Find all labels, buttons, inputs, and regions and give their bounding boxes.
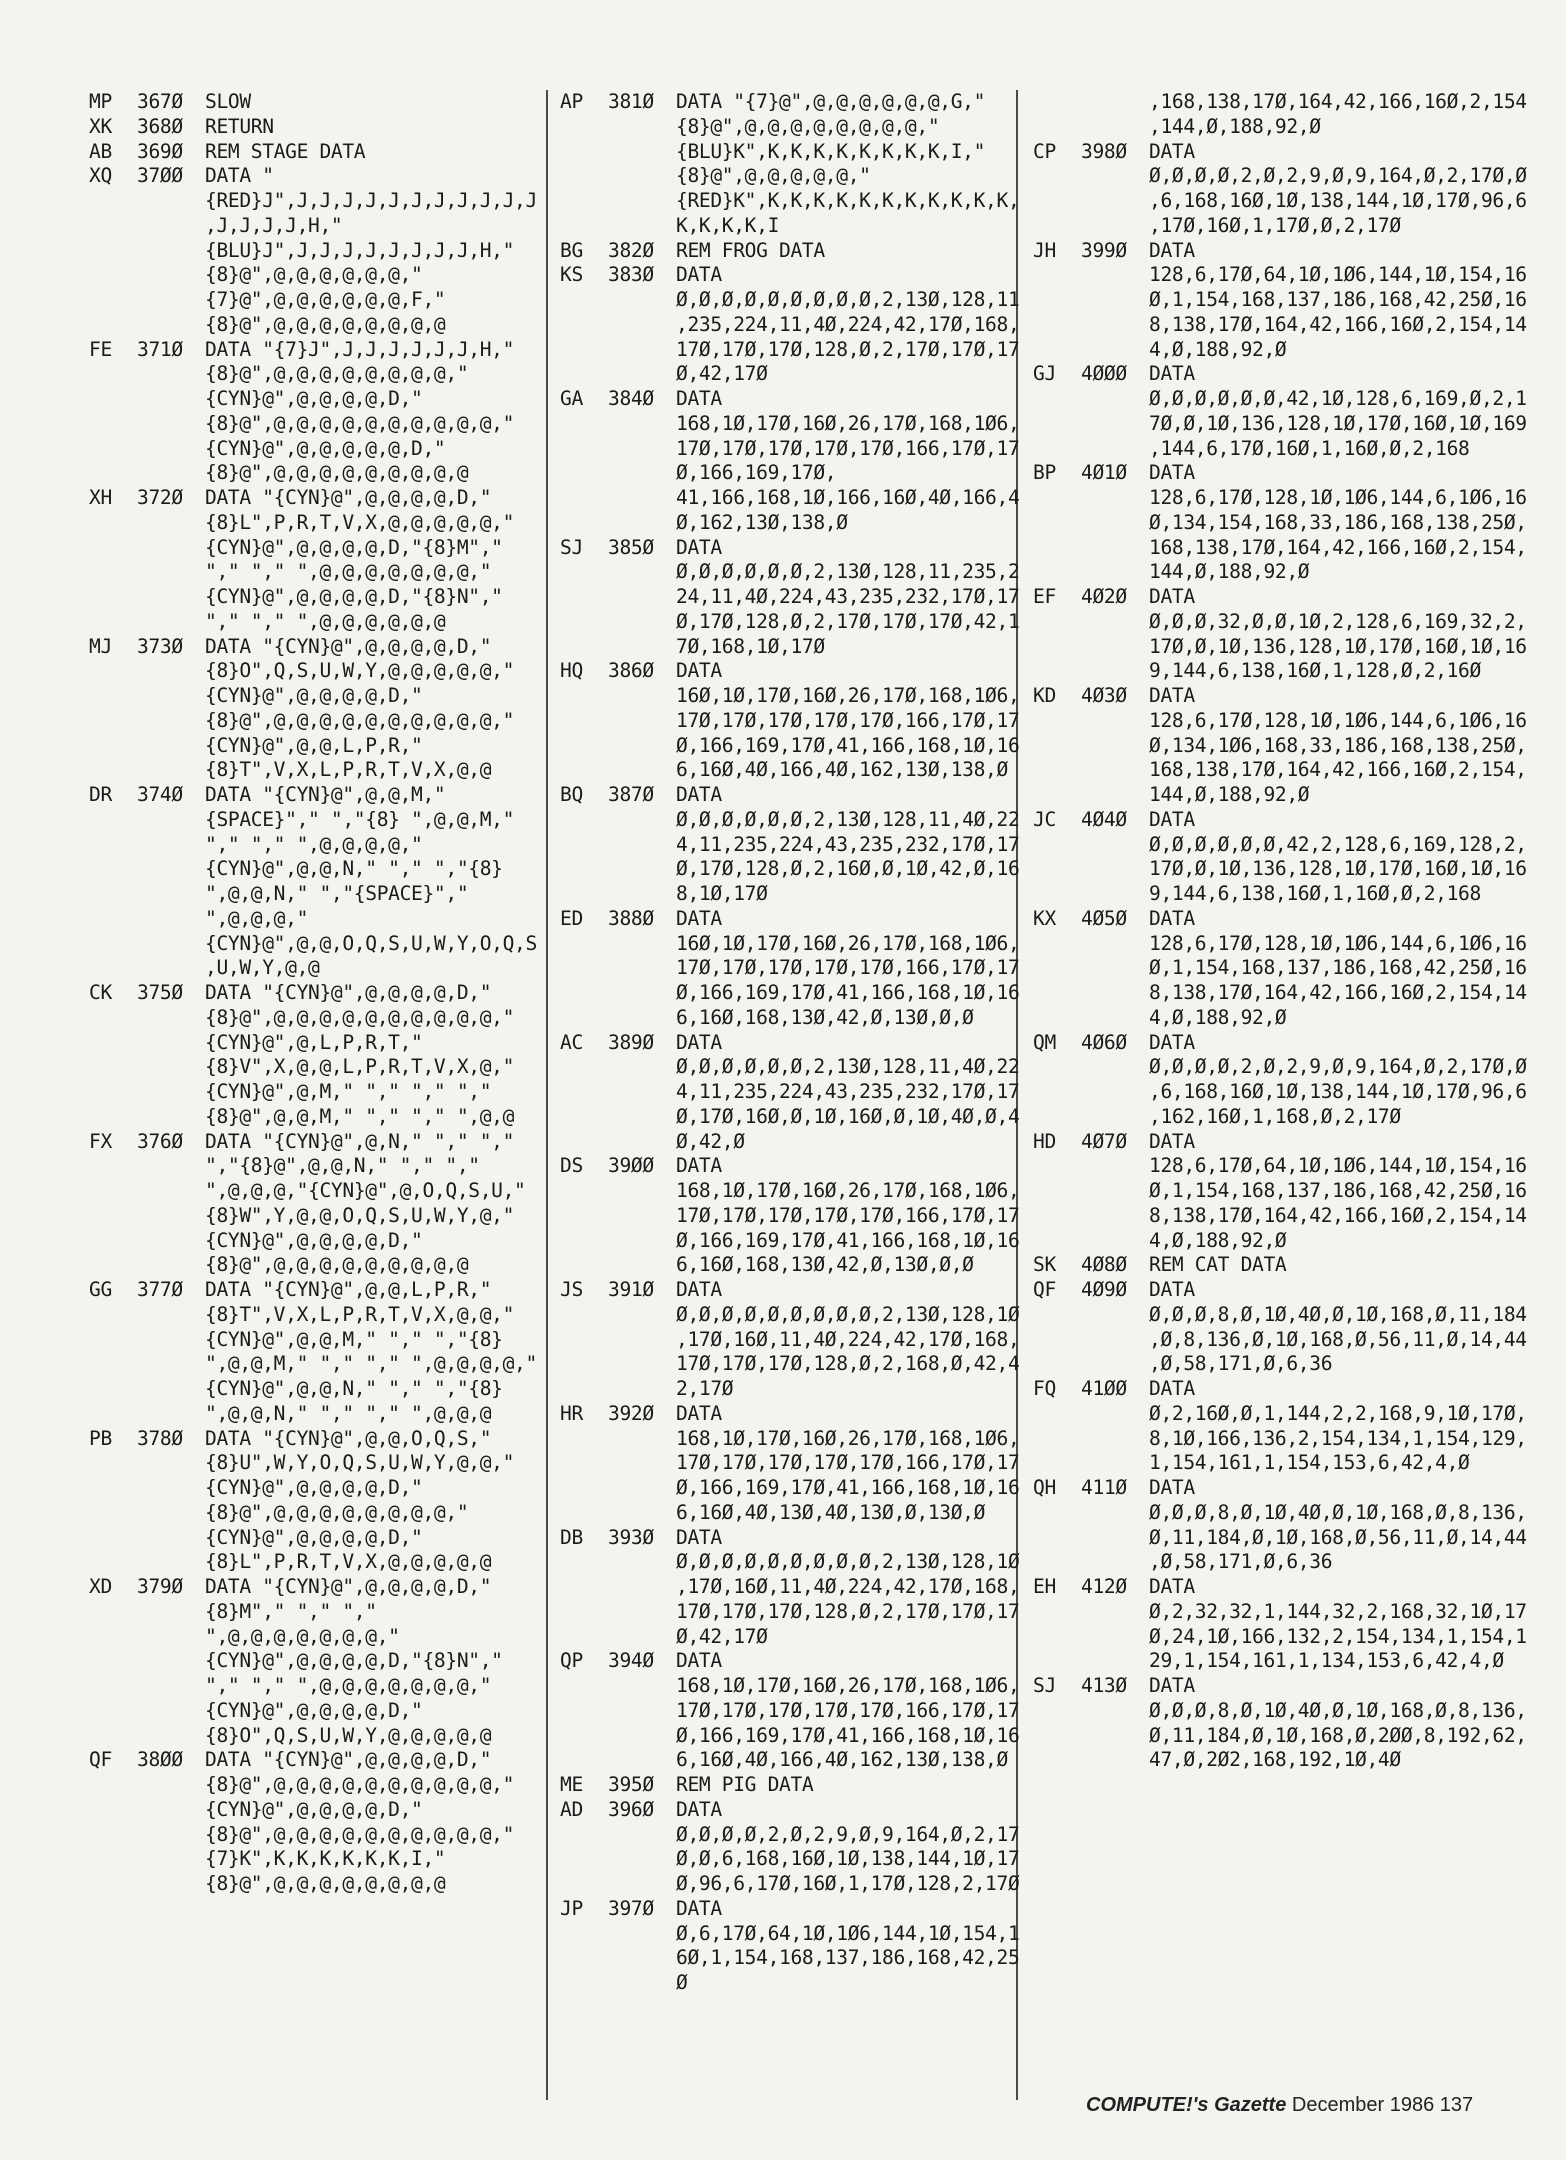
checksum: XQ (89, 164, 112, 188)
checksum: ED (560, 906, 583, 930)
checksum: HR (560, 1401, 583, 1425)
listing-line (560, 1278, 1020, 1402)
line-number: 372Ø (137, 486, 183, 509)
issue-date: December 1986 (1291, 2094, 1435, 2116)
statement: DATA Ø,Ø,Ø,8,Ø,1Ø,4Ø,Ø,1Ø,168,Ø,11,184,Ø,8,136,Ø,1Ø,168,Ø,56,11,Ø,14,44,Ø,58,171,Ø,6,36 (1149, 1278, 1527, 1376)
checksum: FQ (1033, 1377, 1056, 1400)
line-number: 369Ø (137, 139, 183, 163)
statement: DATA Ø,Ø,Ø,Ø,2,Ø,2,9,Ø,9,164,Ø,2,17Ø,Ø,6,168,16Ø,1Ø,138,144,1Ø,17Ø,96,6,162,16Ø,1,168,Ø,2,17Ø (1149, 1030, 1527, 1128)
statement: DATA Ø,2,16Ø,Ø,1,144,2,2,168,9,1Ø,17Ø,8,1Ø,166,136,2,154,134,1,154,129,1,154,161,1,154,153,6,42,4,Ø (1149, 1377, 1527, 1475)
line-number: 368Ø (137, 114, 183, 138)
listing-line (560, 536, 1020, 660)
checksum: BQ (560, 783, 583, 806)
checksum: PB (89, 1426, 112, 1450)
checksum: EH (1033, 1575, 1056, 1598)
listing-line (560, 1154, 1020, 1278)
checksum: HD (1033, 1129, 1056, 1153)
line-number: 391Ø (608, 1278, 654, 1301)
statement: DATA "{CYN}@",@,@,L,P,R,"{8}T",V,X,L,P,R,T,V,X,@,@,"{CYN}@",@,@,M," "," ","{8} ",@,@,M," "," "," ",@,@,@,@,"{CYN}@",@,@,N," "," ","{8} ",@,@,N," "," "," ",@,@,@ (205, 1278, 537, 1425)
statement: DATA "{CYN}@",@,@,@,@,D,"{8}M"," "," "," ",@,@,@,@,@,@,@,"{CYN}@",@,@,@,@,D,"{8}N"," "," "," ",@,@,@,@,@,@,@,"{CYN}@",@,@,@,@,D,"{8}O",Q,S,U,W,Y,@,@,@,@,@ (205, 1575, 515, 1747)
statement: REM FROG DATA (676, 238, 825, 262)
listing-line (89, 1130, 539, 1279)
listing-line (1033, 684, 1533, 808)
checksum: FE (89, 337, 112, 361)
statement: REM STAGE DATA (205, 139, 366, 163)
listing-line (1033, 1130, 1533, 1254)
statement: DATA Ø,Ø,Ø,8,Ø,1Ø,4Ø,Ø,1Ø,168,Ø,8,136,Ø,11,184,Ø,1Ø,168,Ø,56,11,Ø,14,44,Ø,58,171,Ø,6,36 (1149, 1476, 1527, 1574)
listing-line (560, 1031, 1020, 1155)
statement: DATA Ø,Ø,Ø,Ø,Ø,Ø,2,13Ø,128,11,235,224,11,4Ø,224,43,235,232,17Ø,17Ø,17Ø,128,Ø,2,17Ø,17Ø,17Ø,42,17Ø,168,1Ø,17Ø (676, 535, 1020, 658)
checksum: KD (1033, 684, 1056, 707)
listing-line (1033, 90, 1533, 140)
statement: DATA 168,1Ø,17Ø,16Ø,26,17Ø,168,1Ø6,17Ø,17Ø,17Ø,17Ø,17Ø,166,17Ø,17Ø,166,169,17Ø, 41,166,168,1Ø,166,16Ø,4Ø,166,4Ø,162,13Ø,138,Ø (676, 387, 1020, 534)
checksum: JC (1033, 807, 1056, 831)
listing-line (89, 783, 539, 981)
line-number: 386Ø (608, 659, 654, 683)
statement: RETURN (205, 114, 274, 138)
checksum: DB (560, 1525, 583, 1549)
checksum: DR (89, 783, 112, 806)
listing-line (1033, 1377, 1533, 1476)
line-number: 4Ø6Ø (1081, 1030, 1127, 1054)
checksum: FX (89, 1129, 112, 1153)
line-number: 376Ø (137, 1129, 183, 1153)
statement: REM PIG DATA (676, 1773, 814, 1796)
line-number: 4Ø4Ø (1081, 807, 1127, 831)
listing-line (1033, 140, 1533, 239)
checksum: SK (1033, 1253, 1056, 1277)
listing-line (89, 486, 539, 635)
statement: DATA 16Ø,1Ø,17Ø,16Ø,26,17Ø,168,1Ø6,17Ø,17Ø,17Ø,17Ø,17Ø,166,17Ø,17Ø,166,169,17Ø,41,166,168,1Ø,166,16Ø,4Ø,166,4Ø,162,13Ø,138,Ø (676, 659, 1020, 782)
checksum: BG (560, 238, 583, 262)
line-number: 4Ø7Ø (1081, 1129, 1127, 1153)
line-number: 388Ø (608, 906, 654, 930)
statement: DATA Ø,Ø,Ø,Ø,2,Ø,2,9,Ø,9,164,Ø,2,17Ø,Ø,6,168,16Ø,1Ø,138,144,1Ø,17Ø,96,6,17Ø,16Ø,1,17Ø,Ø,2,17Ø (1149, 139, 1527, 237)
checksum: BP (1033, 461, 1056, 485)
line-number: 389Ø (608, 1030, 654, 1054)
listing-line (89, 1427, 539, 1576)
statement: DATA 128,6,17Ø,64,1Ø,1Ø6,144,1Ø,154,16Ø,1,154,168,137,186,168,42,25Ø,168,138,17Ø,164,42,166,16Ø,2,154,144,Ø,188,92,Ø (1149, 238, 1527, 361)
line-number: 396Ø (608, 1797, 654, 1821)
line-number: 38ØØ (137, 1748, 183, 1772)
line-number: 4Ø3Ø (1081, 684, 1127, 707)
listing-line (560, 907, 1020, 1031)
line-number: 379Ø (137, 1575, 183, 1598)
line-number: 37ØØ (137, 164, 183, 188)
statement: DATA Ø,Ø,Ø,Ø,Ø,Ø,42,1Ø,128,6,169,Ø,2,17Ø,Ø,1Ø,136,128,1Ø,17Ø,16Ø,1Ø,169,144,6,17Ø,16Ø,1,16Ø,Ø,2,168 (1149, 362, 1527, 460)
statement: DATA 128,6,17Ø,128,1Ø,1Ø6,144,6,1Ø6,16Ø,1,154,168,137,186,168,42,25Ø,168,138,17Ø,164,42,166,16Ø,2,154,144,Ø,188,92,Ø (1149, 906, 1527, 1029)
checksum: SJ (1033, 1674, 1056, 1697)
listing-column-3 (1033, 90, 1533, 1773)
line-number: 381Ø (608, 90, 654, 113)
checksum: JS (560, 1278, 583, 1301)
line-number: 397Ø (608, 1896, 654, 1920)
listing-line (89, 1278, 539, 1427)
column-divider-1 (546, 90, 548, 2100)
listing-line (89, 981, 539, 1130)
statement: DATA Ø,2,32,32,1,144,32,2,168,32,1Ø,17Ø,24,1Ø,166,132,2,154,134,1,154,129,1,154,161,1,134,153,6,42,4,Ø (1149, 1575, 1527, 1673)
line-number: 367Ø (137, 90, 183, 113)
listing-line (560, 1798, 1020, 1897)
line-number: 394Ø (608, 1649, 654, 1673)
listing-line (89, 90, 539, 115)
checksum: MP (89, 90, 112, 113)
statement: SLOW (205, 90, 251, 113)
line-number: 383Ø (608, 263, 654, 287)
checksum: KS (560, 263, 583, 287)
listing-line (560, 1897, 1020, 1996)
listing-line (1033, 461, 1533, 585)
line-number: 4Ø5Ø (1081, 906, 1127, 930)
line-number: 374Ø (137, 783, 183, 806)
checksum: XH (89, 486, 112, 509)
checksum: JP (560, 1896, 583, 1920)
listing-line (560, 1773, 1020, 1798)
listing-line (560, 387, 1020, 536)
page-number: 137 (1439, 2094, 1474, 2116)
listing-line (1033, 1031, 1533, 1130)
checksum: GJ (1033, 362, 1056, 386)
listing-line (89, 115, 539, 140)
checksum: KX (1033, 906, 1056, 930)
statement: DATA 128,6,17Ø,64,1Ø,1Ø6,144,1Ø,154,16Ø,1,154,168,137,186,168,42,25Ø,168,138,17Ø,164,42,166,16Ø,2,154,144,Ø,188,92,Ø (1149, 1129, 1527, 1252)
checksum: QM (1033, 1030, 1056, 1054)
checksum (1033, 90, 1081, 140)
line-number: 377Ø (137, 1278, 183, 1301)
checksum: AB (89, 139, 112, 163)
checksum: DS (560, 1154, 583, 1178)
listing-line (89, 164, 539, 337)
line-number: 395Ø (608, 1773, 654, 1796)
statement: DATA Ø,6,17Ø,64,1Ø,1Ø6,144,1Ø,154,16Ø,1,154,168,137,186,168,42,25Ø (676, 1896, 1020, 1994)
listing-line (89, 140, 539, 165)
listing-line (560, 1402, 1020, 1526)
statement: DATA Ø,Ø,Ø,Ø,Ø,Ø,Ø,Ø,Ø,2,13Ø,128,1Ø,17Ø,16Ø,11,4Ø,224,42,17Ø,168,17Ø,17Ø,17Ø,128,Ø,2,17Ø,17Ø,17Ø,42,17Ø (676, 1525, 1020, 1648)
line-number: 375Ø (137, 981, 183, 1004)
listing-line (1033, 1476, 1533, 1575)
statement: DATA "{CYN}@",@,@,M,"{SPACE}"," ","{8} ",@,@,M," "," "," ",@,@,@,@,"{CYN}@",@,@,N," "," ","{8} ",@,@,N," ","{SPACE}"," ",@,@,@,"{CYN}@",@,@,O,Q,S,U,W,Y,O,Q,S,U,W,Y,@,@ (205, 783, 537, 980)
line-number: 4Ø2Ø (1081, 585, 1127, 608)
statement: DATA "{CYN}@",@,@,@,@,D,"{8}L",P,R,T,V,X,@,@,@,@,@,"{CYN}@",@,@,@,@,D,"{8}M"," "," "," ",@,@,@,@,@,@,@,"{CYN}@",@,@,@,@,D,"{8}N"," "," "," ",@,@,@,@,@,@ (205, 486, 515, 633)
statement: DATA Ø,Ø,Ø,Ø,Ø,Ø,2,13Ø,128,11,4Ø,224,11,235,224,43,235,232,17Ø,17Ø,17Ø,16Ø,Ø,1Ø,16Ø,Ø,1Ø,4Ø,Ø,4Ø,42,Ø (676, 1030, 1020, 1153)
statement: DATA 168,1Ø,17Ø,16Ø,26,17Ø,168,1Ø6,17Ø,17Ø,17Ø,17Ø,17Ø,166,17Ø,17Ø,166,169,17Ø,41,166,168,1Ø,166,16Ø,4Ø,166,4Ø,162,13Ø,138,Ø (676, 1649, 1020, 1772)
statement: DATA 168,1Ø,17Ø,16Ø,26,17Ø,168,1Ø6,17Ø,17Ø,17Ø,17Ø,17Ø,166,17Ø,17Ø,166,169,17Ø,41,166,168,1Ø,166,16Ø,168,13Ø,42,Ø,13Ø,Ø,Ø (676, 1154, 1020, 1277)
listing-column-1 (89, 90, 539, 1897)
line-number: 399Ø (1081, 238, 1127, 262)
page-footer (1086, 2094, 1473, 2117)
checksum: XD (89, 1575, 112, 1598)
checksum: MJ (89, 634, 112, 658)
line-number: 385Ø (608, 535, 654, 559)
checksum: GG (89, 1278, 112, 1301)
statement: DATA "{CYN}@",@,@,@,@,D,"{8}@",@,@,@,@,@,@,@,@,@,@,"{CYN}@",@,@,@,@,D,"{8}@",@,@,@,@,@,@,@,@,@,@,"{7}K",K,K,K,K,K,K,I,"{8}@",@,@,@,@,@,@,@,@ (205, 1748, 515, 1895)
line-number: 382Ø (608, 238, 654, 262)
listing-line (1033, 1674, 1533, 1773)
listing-line (1033, 239, 1533, 363)
checksum: QH (1033, 1476, 1056, 1499)
statement: DATA Ø,Ø,Ø,Ø,Ø,Ø,Ø,Ø,Ø,2,13Ø,128,11,235,224,11,4Ø,224,42,17Ø,168,17Ø,17Ø,17Ø,128,Ø,2,17Ø,17Ø,17Ø,42,17Ø (676, 263, 1020, 386)
line-number: 373Ø (137, 634, 183, 658)
listing-column-2 (560, 90, 1020, 1996)
line-number: 411Ø (1081, 1476, 1127, 1499)
checksum: QF (89, 1748, 112, 1772)
statement: DATA 128,6,17Ø,128,1Ø,1Ø6,144,6,1Ø6,16Ø,134,154,168,33,186,168,138,25Ø,168,138,17Ø,164,42,166,16Ø,2,154,144,Ø,188,92,Ø (1149, 461, 1527, 584)
checksum: ME (560, 1773, 583, 1796)
listing-line (560, 1649, 1020, 1773)
statement: DATA "{7}@",@,@,@,@,@,@,G,"{8}@",@,@,@,@,@,@,@,@,"{BLU}K",K,K,K,K,K,K,K,K,I,"{8}@",@,@,@,@,@,"{RED}K",K,K,K,K,K,K,K,K,K,K,K,K,K,K,K,I (676, 90, 1020, 237)
statement: DATA "{CYN}@",@,N," "," "," ","{8}@",@,@,N," "," "," ",@,@,@,"{CYN}@",@,O,Q,S,U,"{8}W",Y,@,@,O,Q,S,U,W,Y,@,"{CYN}@",@,@,@,@,D,"{8}@",@,@,@,@,@,@,@,@,@ (205, 1129, 526, 1277)
statement: DATA Ø,Ø,Ø,Ø,2,Ø,2,9,Ø,9,164,Ø,2,17Ø,Ø,6,168,16Ø,1Ø,138,144,1Ø,17Ø,96,6,17Ø,16Ø,1,17Ø,128,2,17Ø (676, 1797, 1020, 1895)
listing-line (560, 1526, 1020, 1650)
listing-line (560, 239, 1020, 264)
statement: DATA Ø,Ø,Ø,Ø,Ø,Ø,Ø,Ø,Ø,2,13Ø,128,1Ø,17Ø,16Ø,11,4Ø,224,42,17Ø,168,17Ø,17Ø,17Ø,128,Ø,2,168,Ø,42,42,17Ø (676, 1278, 1020, 1400)
checksum: CK (89, 981, 112, 1004)
listing-line (89, 635, 539, 784)
line-number: 41ØØ (1081, 1377, 1127, 1400)
statement: DATA 128,6,17Ø,128,1Ø,1Ø6,144,6,1Ø6,16Ø,134,1Ø6,168,33,186,168,138,25Ø,168,138,17Ø,164,42,166,16Ø,2,154,144,Ø,188,92,Ø (1149, 684, 1527, 806)
line-number: 398Ø (1081, 139, 1127, 163)
line-number: 384Ø (608, 387, 654, 410)
checksum: CP (1033, 139, 1056, 163)
line-number: 39ØØ (608, 1154, 654, 1178)
listing-line (1033, 907, 1533, 1031)
listing-line (1033, 1253, 1533, 1278)
checksum: SJ (560, 535, 583, 559)
checksum: AC (560, 1030, 583, 1054)
statement: DATA "{CYN}@",@,@,@,@,D,"{8}O",Q,S,U,W,Y,@,@,@,@,@,"{CYN}@",@,@,@,@,D,"{8}@",@,@,@,@,@,@,@,@,@,@,"{CYN}@",@,@,L,P,R,"{8}T",V,X,L,P,R,T,V,X,@,@ (205, 634, 515, 782)
checksum: EF (1033, 585, 1056, 608)
statement: DATA 168,1Ø,17Ø,16Ø,26,17Ø,168,1Ø6,17Ø,17Ø,17Ø,17Ø,17Ø,166,17Ø,17Ø,166,169,17Ø,41,166,168,1Ø,166,16Ø,4Ø,13Ø,4Ø,13Ø,Ø,13Ø,Ø (676, 1401, 1020, 1524)
checksum: XK (89, 114, 112, 138)
statement: DATA 16Ø,1Ø,17Ø,16Ø,26,17Ø,168,1Ø6,17Ø,17Ø,17Ø,17Ø,17Ø,166,17Ø,17Ø,166,169,17Ø,41,166,168,1Ø,166,16Ø,168,13Ø,42,Ø,13Ø,Ø,Ø (676, 906, 1020, 1029)
statement: DATA "{CYN}@",@,@,O,Q,S,"{8}U",W,Y,O,Q,S,U,W,Y,@,@,"{CYN}@",@,@,@,@,D,"{8}@",@,@,@,@,@,@,@,@,"{CYN}@",@,@,@,@,D,"{8}L",P,R,T,V,X,@,@,@,@,@ (205, 1426, 515, 1574)
line-number: 393Ø (608, 1525, 654, 1549)
checksum: HQ (560, 659, 583, 683)
statement: DATA Ø,Ø,Ø,Ø,Ø,Ø,42,2,128,6,169,128,2,17Ø,Ø,1Ø,136,128,1Ø,17Ø,16Ø,1Ø,169,144,6,138,16Ø,1,16Ø,Ø,2,168 (1149, 807, 1527, 905)
statement: DATA "{RED}J",J,J,J,J,J,J,J,J,J,J,J,J,J,J,J,H,"{BLU}J",J,J,J,J,J,J,J,J,H,"{8}@",@,@,@,@,@,@,"{7}@",@,@,@,@,@,@,F,"{8}@",@,@,@,@,@,@,@,@ (205, 164, 537, 336)
checksum: QP (560, 1649, 583, 1673)
line-number: 378Ø (137, 1426, 183, 1450)
statement: DATA "{7}J",J,J,J,J,J,J,H,"{8}@",@,@,@,@,@,@,@,@,"{CYN}@",@,@,@,@,D,"{8}@",@,@,@,@,@,@,@,@,@,@,"{CYN}@",@,@,@,@,@,D,"{8}@",@,@,@,@,@,@,@,@,@ (205, 337, 515, 485)
listing-line (560, 659, 1020, 783)
checksum: GA (560, 387, 583, 410)
listing-line (89, 338, 539, 487)
listing-line (89, 1575, 539, 1748)
listing-line (1033, 1278, 1533, 1377)
line-number: 4Ø8Ø (1081, 1253, 1127, 1277)
line-number (1081, 90, 1149, 140)
statement: DATA Ø,Ø,Ø,Ø,Ø,Ø,2,13Ø,128,11,4Ø,224,11,235,224,43,235,232,17Ø,17Ø,17Ø,128,Ø,2,16Ø,Ø,1Ø,42,Ø,168,1Ø,17Ø (676, 783, 1020, 905)
listing-line (560, 783, 1020, 907)
listing-line (560, 90, 1020, 239)
statement: DATA Ø,Ø,Ø,32,Ø,Ø,1Ø,2,128,6,169,32,2,17Ø,Ø,1Ø,136,128,1Ø,17Ø,16Ø,1Ø,169,144,6,138,16Ø,1,128,Ø,2,16Ø (1149, 585, 1527, 683)
listing-line (1033, 1575, 1533, 1674)
line-number: 4Ø1Ø (1081, 461, 1127, 485)
listing-line (1033, 808, 1533, 907)
checksum: JH (1033, 238, 1056, 262)
statement: DATA "{CYN}@",@,@,@,@,D,"{8}@",@,@,@,@,@,@,@,@,@,@,"{CYN}@",@,L,P,R,T,"{8}V",X,@,@,L,P,R,T,V,X,@,"{CYN}@",@,M," "," "," ","{8}@",@,@,M," "," "," ",@,@ (205, 981, 515, 1128)
listing-line (1033, 362, 1533, 461)
listing-line (1033, 585, 1533, 684)
checksum: QF (1033, 1278, 1056, 1301)
statement: DATA Ø,Ø,Ø,8,Ø,1Ø,4Ø,Ø,1Ø,168,Ø,8,136,Ø,11,184,Ø,1Ø,168,Ø,2ØØ,8,192,62,47,Ø,2Ø2,168,192,1Ø,4Ø (1149, 1674, 1527, 1772)
line-number: 4Ø9Ø (1081, 1278, 1127, 1301)
line-number: 371Ø (137, 337, 183, 361)
checksum: AP (560, 90, 583, 113)
line-number: 413Ø (1081, 1674, 1127, 1697)
line-number: 412Ø (1081, 1575, 1127, 1598)
statement: ,168,138,17Ø,164,42,166,16Ø,2,154,144,Ø,188,92,Ø (1149, 90, 1527, 138)
listing-line (560, 263, 1020, 387)
line-number: 387Ø (608, 783, 654, 806)
line-number: 392Ø (608, 1401, 654, 1425)
statement: REM CAT DATA (1149, 1253, 1287, 1277)
checksum: AD (560, 1797, 583, 1821)
listing-line (89, 1748, 539, 1897)
line-number: 4ØØØ (1081, 362, 1127, 386)
magazine-name: COMPUTE!'s Gazette (1086, 2094, 1287, 2116)
